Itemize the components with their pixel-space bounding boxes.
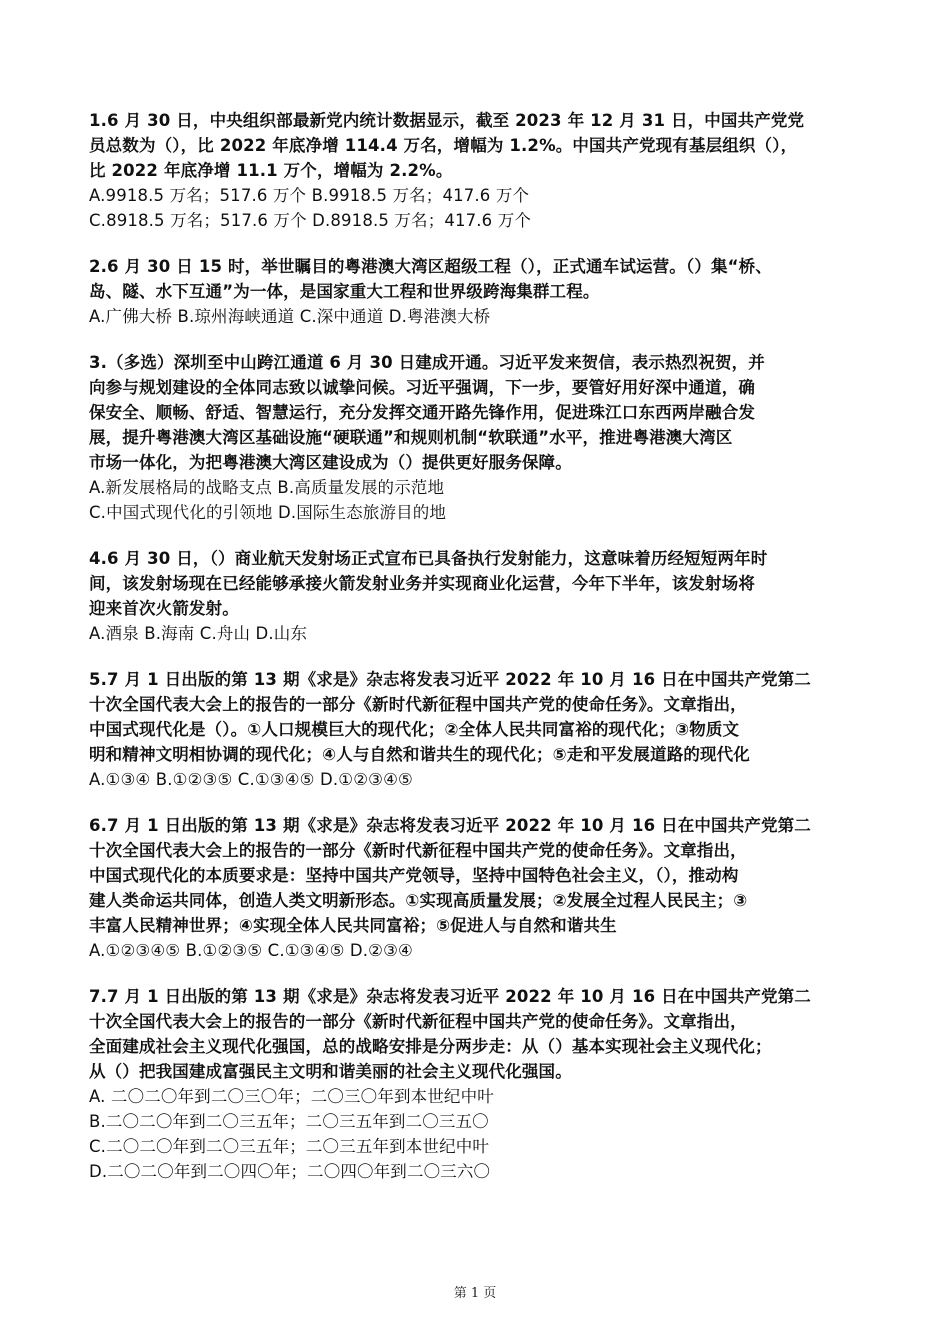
answer-options-line: C.中国式现代化的引领地 D.国际生态旅游目的地 [89, 503, 447, 522]
page-number: 第 1 页 [453, 1286, 497, 1301]
question-text-line: 间，该发射场现在已经能够承接火箭发射业务并实现商业化运营，今年下半年，该发射场将 [89, 574, 755, 593]
question-text-line: 十次全国代表大会上的报告的一部分《新时代新征程中国共产党的使命任务》。文章指出， [89, 1012, 747, 1031]
question-text-line: 中国式现代化是（）。①人口规模巨大的现代化；②全体人民共同富裕的现代化；③物质文 [89, 720, 740, 739]
answer-options-line: A.酒泉 B.海南 C.舟山 D.山东 [89, 624, 308, 643]
question-text-line: 中国式现代化的本质要求是：坚持中国共产党领导，坚持中国特色社会主义，（），推动构 [89, 866, 739, 885]
question-text-line: 从（）把我国建成富强民主文明和谐美丽的社会主义现代化强国。 [89, 1062, 572, 1081]
question-text-line: 丰富人民精神世界；④实现全体人民共同富裕；⑤促进人与自然和谐共生 [89, 916, 617, 935]
question-text-line: 7.7 月 1 日出版的第 13 期《求是》杂志将发表习近平 2022 年 10 月 16 日在中国共产党第二 [89, 987, 811, 1006]
answer-options-line: C.二〇二〇年到二〇三五年；二〇三五年到本世纪中叶 [89, 1137, 490, 1156]
question-text-line: 5.7 月 1 日出版的第 13 期《求是》杂志将发表习近平 2022 年 10 月 16 日在中国共产党第二 [89, 670, 811, 689]
question-7 [89, 984, 864, 1184]
question-6 [89, 813, 864, 963]
question-4 [89, 546, 864, 646]
question-text-line: 展，提升粤港澳大湾区基础设施“硬联通”和规则机制“软联通”水平，推进粤港澳大湾区 [89, 428, 733, 447]
question-text-line: 向参与规划建设的全体同志致以诚挚问候。习近平强调，下一步，要管好用好深中通道，确 [89, 378, 755, 397]
question-text-line: 明和精神文明相协调的现代化；④人与自然和谐共生的现代化；⑤走和平发展道路的现代化 [89, 745, 750, 764]
answer-options-line: A. 二〇二〇年到二〇三〇年；二〇三〇年到本世纪中叶 [89, 1087, 494, 1106]
answer-options-line: A.新发展格局的战略支点 B.高质量发展的示范地 [89, 478, 445, 497]
question-text-line: 6.7 月 1 日出版的第 13 期《求是》杂志将发表习近平 2022 年 10 月 16 日在中国共产党第二 [89, 816, 811, 835]
answer-options-line: A.①③④ B.①②③⑤ C.①③④⑤ D.①②③④⑤ [89, 770, 413, 789]
question-text-line: 建人类命运共同体，创造人类文明新形态。①实现高质量发展；②发展全过程人民民主；③ [89, 891, 748, 910]
question-text-line: 岛、隧、水下互通”为一体，是国家重大工程和世界级跨海集群工程。 [89, 282, 600, 301]
answer-options-line: A.广佛大桥 B.琼州海峡通道 C.深中通道 D.粤港澳大桥 [89, 307, 491, 326]
question-text-line: 十次全国代表大会上的报告的一部分《新时代新征程中国共产党的使命任务》。文章指出， [89, 841, 747, 860]
answer-options-line: C.8918.5 万名；517.6 万个 D.8918.5 万名；417.6 万个 [89, 211, 532, 230]
question-5 [89, 667, 864, 792]
answer-options-line: B.二〇二〇年到二〇三五年；二〇三五年到二〇三五〇 [89, 1112, 489, 1131]
question-text-line: 1.6 月 30 日，中央组织部最新党内统计数据显示，截至 2023 年 12 月 31 日，中国共产党党 [89, 111, 805, 130]
question-1 [89, 108, 864, 233]
answer-options-line: A.①②③④⑤ B.①②③⑤ C.①③④⑤ D.②③④ [89, 941, 413, 960]
document-body [89, 108, 864, 1205]
question-text-line: 员总数为（），比 2022 年底净增 114.4 万名，增幅为 1.2%。中国共产党现有基层组织（）， [89, 136, 798, 155]
question-text-line: 3.（多选）深圳至中山跨江通道 6 月 30 日建成开通。习近平发来贺信，表示热烈祝贺，并 [89, 353, 765, 372]
question-2 [89, 254, 864, 329]
question-3 [89, 350, 864, 525]
question-text-line: 保安全、顺畅、舒适、智慧运行，充分发挥交通开路先锋作用，促进珠江口东西两岸融合发 [89, 403, 755, 422]
question-text-line: 4.6 月 30 日，（）商业航天发射场正式宣布已具备执行发射能力，这意味着历经短短两年时 [89, 549, 768, 568]
question-text-line: 2.6 月 30 日 15 时，举世瞩目的粤港澳大湾区超级工程（），正式通车试运营。（）集“桥、 [89, 257, 772, 276]
question-text-line: 比 2022 年底净增 11.1 万个，增幅为 2.2%。 [89, 161, 453, 180]
question-text-line: 市场一体化，为把粤港澳大湾区建设成为（）提供更好服务保障。 [89, 453, 572, 472]
answer-options-line: A.9918.5 万名；517.6 万个 B.9918.5 万名；417.6 万个 [89, 186, 530, 205]
answer-options-line: D.二〇二〇年到二〇四〇年；二〇四〇年到二〇三六〇 [89, 1162, 491, 1181]
question-text-line: 全面建成社会主义现代化强国，总的战略安排是分两步走：从（）基本实现社会主义现代化； [89, 1037, 772, 1056]
question-text-line: 迎来首次火箭发射。 [89, 599, 239, 618]
question-text-line: 十次全国代表大会上的报告的一部分《新时代新征程中国共产党的使命任务》。文章指出， [89, 695, 747, 714]
